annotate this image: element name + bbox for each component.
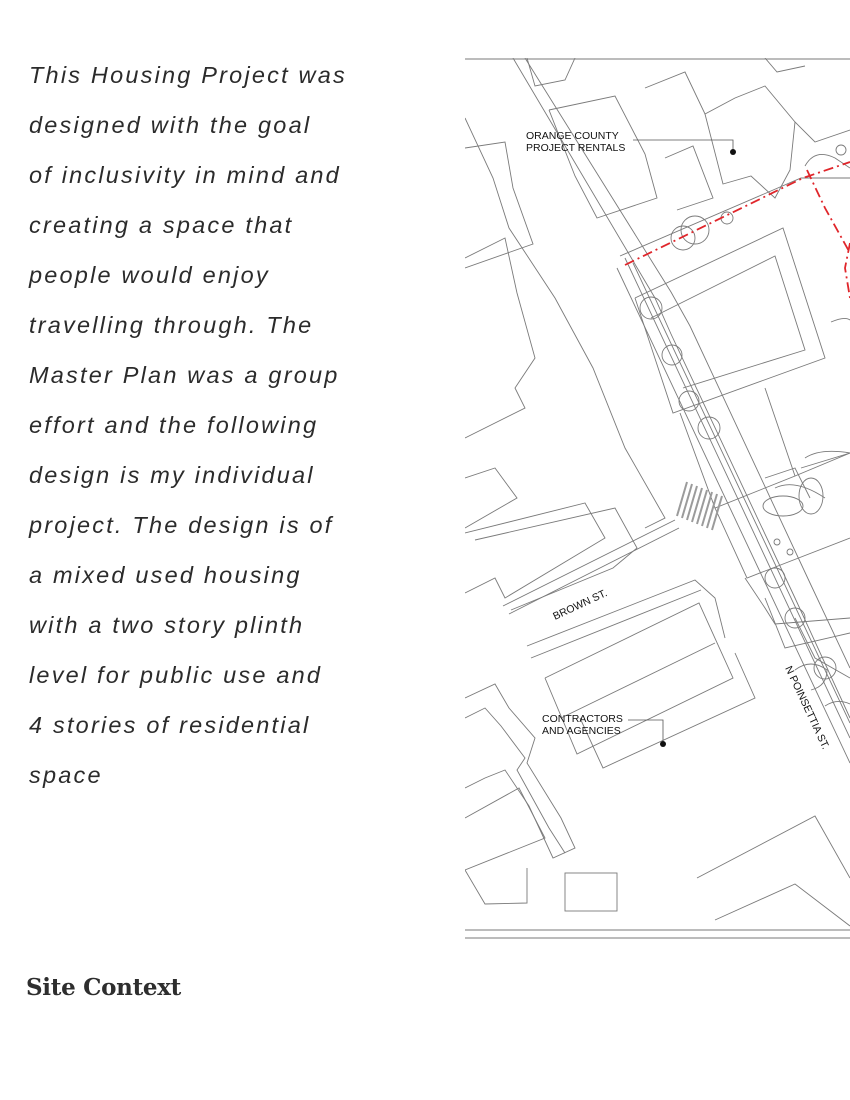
intro-paragraph [29,50,429,800]
label-poinsettia-street: N POINSETTIA ST. [782,664,832,752]
section-title: Site Context [26,974,181,1001]
label-contractors: CONTRACTORS [542,713,623,725]
intro-line: space [29,762,103,788]
intro-line: effort and the following [29,412,319,438]
label-orange-county: ORANGE COUNTY [526,130,619,142]
label-brown-street: BROWN ST. [551,587,610,623]
intro-line: of inclusivity in mind and [29,162,341,188]
label-contractors-2: AND AGENCIES [542,725,621,737]
intro-line: Master Plan was a group [29,362,340,388]
intro-line: 4 stories of residential [29,712,311,738]
callout-marker [660,741,666,747]
intro-line: travelling through. The [29,312,314,338]
intro-line: project. The design is of [29,512,334,538]
intro-line: level for public use and [29,662,323,688]
intro-line: designed with the goal [29,112,312,138]
site-plan-drawing [465,58,850,970]
intro-line: people would enjoy [29,262,270,288]
site-plan [465,58,850,970]
intro-line: design is my individual [29,462,315,488]
label-orange-county-2: PROJECT RENTALS [526,142,626,154]
intro-line: a mixed used housing [29,562,302,588]
intro-line: This Housing Project was [29,62,347,88]
intro-line: creating a space that [29,212,294,238]
intro-line: with a two story plinth [29,612,305,638]
callout-marker [730,149,736,155]
